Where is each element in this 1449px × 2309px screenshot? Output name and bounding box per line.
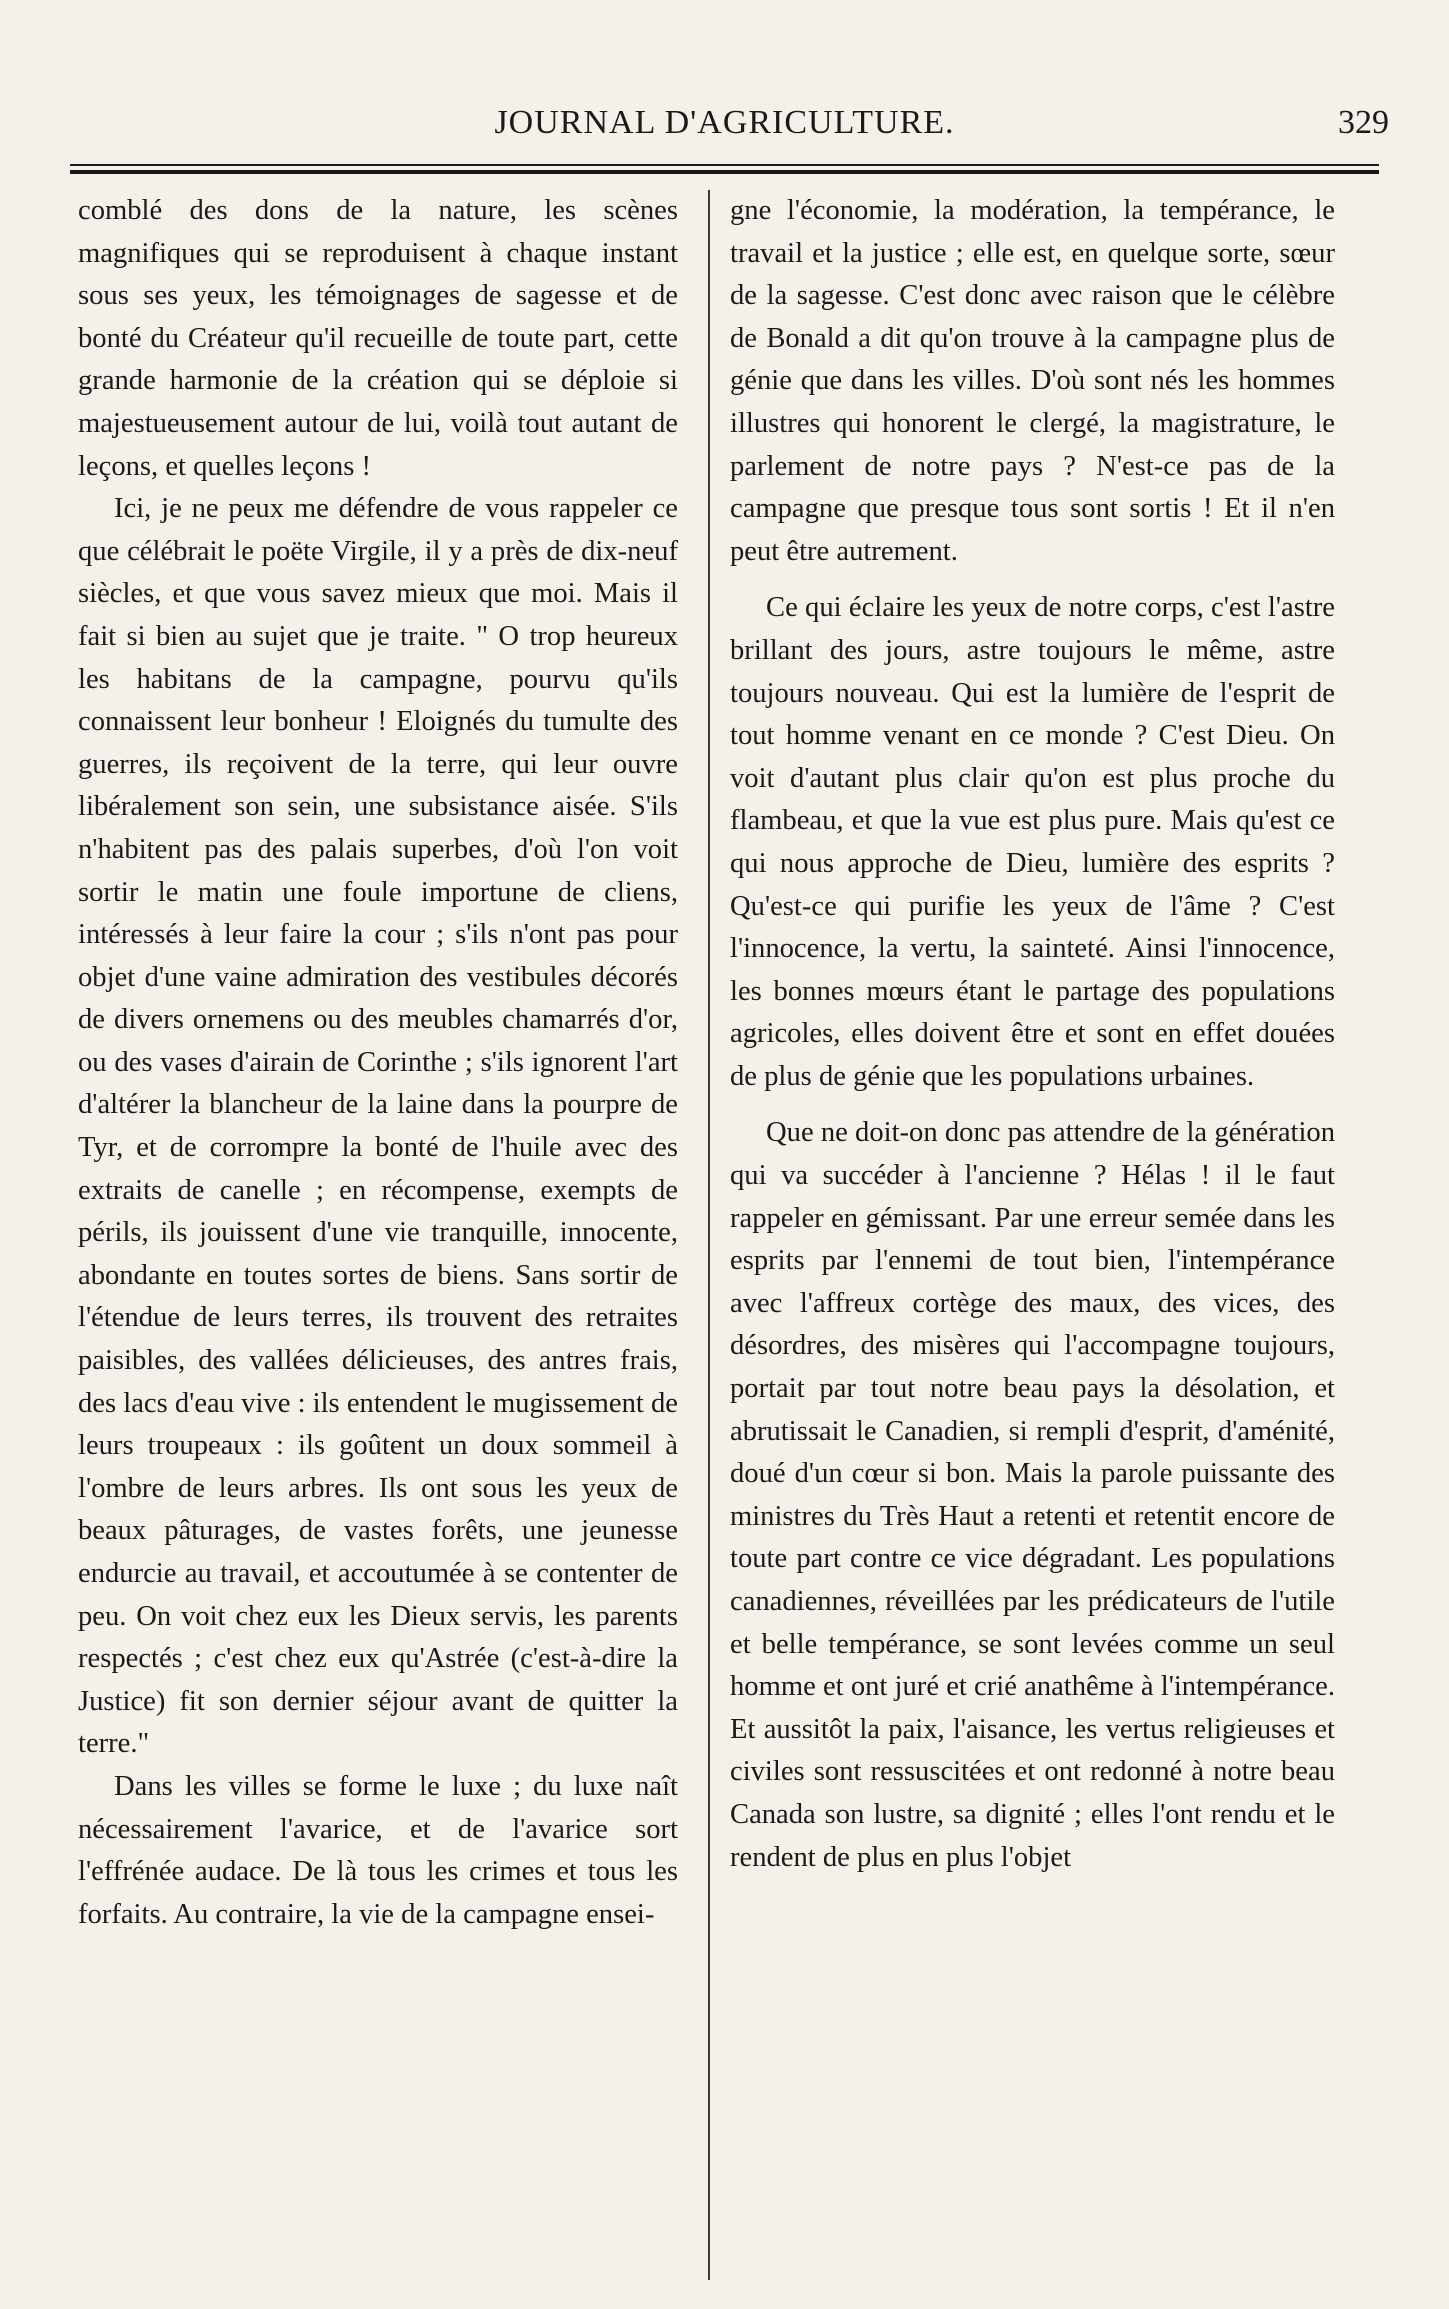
right-column [730,190,1335,1879]
paragraph: gne l'économie, la modération, la tempérance, le travail et la justice ; elle est, en quelque sorte, sœur de la sagesse. C'est donc avec raison que le célèbre de Bonald a dit qu'on trouve à la campagne plus de génie que dans les villes. D'où sont nés les hommes illustres qui honorent le clergé, la magistrature, le parlement de notre pays ? N'est-ce pas de la campagne que presque tous sont sortis ! Et il n'en peut être autrement. [730,195,1335,567]
header-rule-thick [70,170,1379,174]
paragraph: Ici, je ne peux me défendre de vous rappeler ce que célébrait le poëte Virgile, il y a près de dix-neuf siècles, et que vous savez mieux que moi. Mais il fait si bien au sujet que je traite. " O trop heureux les habitans de la campagne, pourvu qu'ils connaissent leur bonheur ! Eloignés du tumulte des guerres, ils reçoivent de la terre, qui leur ouvre libéralement son sein, une subsistance aisée. S'ils n'habitent pas des palais superbes, d'où l'on voit sortir le matin une foule importune de cliens, intéressés à leur faire la cour ; s'ils n'ont pas pour objet d'une vaine admiration des vestibules décorés de divers ornemens ou des meubles chamarrés d'or, ou des vases d'airain de Corinthe ; s'ils ignorent l'art d'altérer la blancheur de la laine dans la pourpre de Tyr, et de corrompre la bonté de l'huile avec des extraits de canelle ; en récompense, exempts de périls, ils jouissent d'une vie tranquille, innocente, abondante en toutes sortes de biens. Sans sortir de l'étendue de leurs terres, ils trouvent des retraites paisibles, des vallées délicieuses, des antres frais, des lacs d'eau vive : ils entendent le mugissement de leurs troupeaux : ils goûtent un doux sommeil à l'ombre de leurs arbres. Ils ont sous les yeux de beaux pâturages, de vastes forêts, une jeunesse endurcie au travail, et accoutumée à se contenter de peu. On voit chez eux les Dieux servis, les parents respectés ; c'est chez eux qu'Astrée (c'est-à-dire la Justice) fit son dernier séjour avant de quitter la terre." [78,493,678,1760]
paragraph: Ce qui éclaire les yeux de notre corps, c'est l'astre brillant des jours, astre toujours le même, astre toujours nouveau. Qui est la lumière de l'esprit de tout homme venant en ce monde ? C'est Dieu. On voit d'autant plus clair qu'on est plus proche du flambeau, et que la vue est plus pure. Mais qu'est ce qui nous approche de Dieu, lumière des esprits ? Qu'est-ce qui purifie les yeux de l'âme ? C'est l'innocence, la vertu, la sainteté. Ainsi l'innocence, les bonnes mœurs étant le partage des populations agricoles, elles doivent être et sont en effet douées de plus de génie que les populations urbaines. [730,592,1335,1092]
paragraph: Que ne doit-on donc pas attendre de la génération qui va succéder à l'ancienne ? Hélas ! il le faut rappeler en gémissant. Par une erreur semée dans les esprits par l'ennemi de tout bien, l'intempérance avec l'affreux cortège des maux, des vices, des désordres, des misères qui l'accompagne toujours, portait par tout notre beau pays la désolation, et abrutissait le Canadien, si rempli d'esprit, d'aménité, doué d'un cœur si bon. Mais la parole puissante des ministres du Très Haut a retenti et retentit encore de toute part contre ce vice dégradant. Les populations canadiennes, réveillées par les prédicateurs de l'utile et belle tempérance, se sont levées comme un seul homme et ont juré et crié anathême à l'intempérance. Et aussitôt la paix, l'aisance, les vertus religieuses et civiles sont ressuscitées et ont redonné à notre beau Canada son lustre, sa dignité ; elles l'ont rendu et le rendent de plus en plus l'objet [730,1117,1335,1873]
column-divider [708,190,710,2280]
paragraph: comblé des dons de la nature, les scènes magnifiques qui se reproduisent à chaque instant sous ses yeux, les témoignages de sagesse et de bonté du Créateur qu'il recueille de toute part, cette grande harmonie de la création qui se déploie si majestueusement autour de lui, voilà tout autant de leçons, et quelles leçons ! [78,195,678,482]
header-rule-thin [70,164,1379,166]
page-number: 329 [1338,104,1389,141]
running-header [60,100,1389,150]
paragraph: Dans les villes se forme le luxe ; du luxe naît nécessairement l'avarice, et de l'avarice sort l'effrénée audace. De là tous les crimes et tous les forfaits. Au contraire, la vie de la campagne ensei- [78,1770,678,1930]
running-title: JOURNAL D'AGRICULTURE. [494,104,955,141]
left-column [78,190,678,1936]
